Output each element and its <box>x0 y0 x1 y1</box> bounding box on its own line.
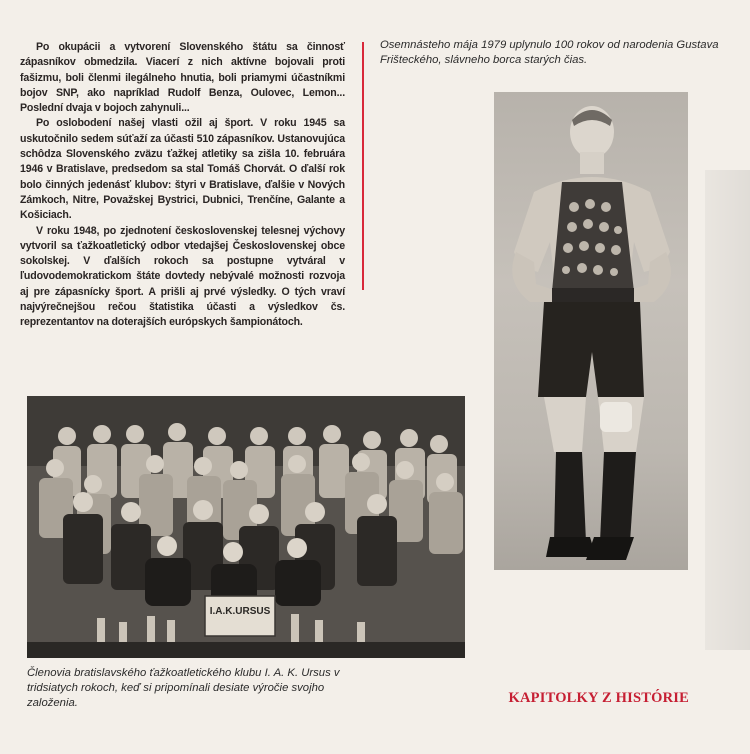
club-banner-text: I.A.K.URSUS <box>209 606 271 617</box>
wrestler-figure <box>494 92 688 570</box>
club-group-photo <box>27 396 465 658</box>
article-text <box>20 40 345 331</box>
portrait-caption: Osemnásteho mája 1979 uplynulo 100 rokov od narodenia Gustava Frišteckého, slávneho borca starých čias. <box>380 39 719 66</box>
group-photo-caption: Členovia bratislavského ťažkoatletického klubu I. A. K. Ursus v tridsiatych rokoch, keď si pripomínali desiate výročie svojho založenia. <box>27 667 340 709</box>
page-shadow <box>705 170 750 650</box>
section-title: KAPITOLKY Z HISTÓRIE <box>508 690 689 706</box>
club-members-figures <box>27 396 465 658</box>
wrestler-portrait-photo <box>494 92 688 570</box>
article-paragraph: Po oslobodení našej vlasti ožil aj šport. V roku 1945 sa uskutočnilo sedem súťaží za účasti 510 zápasníkov. Ustanovujúca schôdza Slovenského zväzu ťažkej atletiky sa zišla 10. februára 1946 v Bratislave, predsedom sa stal Tomáš Chorvát. O ďalší rok bolo činných jedenásť klubov: štyri v Bratislave, ďalšie v Nových Zámkoch, Nitre, Považskej Bystrici, Dubnici, Trenčíne, Galante a Košiciach. <box>20 117 345 222</box>
red-divider-line <box>362 42 364 290</box>
article-paragraph: V roku 1948, po zjednotení československej telesnej výchovy vytvoril sa ťažkoatletický odbor vtedajšej Československej obce sokolskej. V ďalších rokoch sa postupne vytváral v ľudovodemokratickom štáte dovtedy nebývalé možnosti rozvoja aj pre zápasnícky šport. A prišli aj prvé výsledky. O tých vraví najvýrečnejšou rečou štatistika účasti a výsledkov čs. reprezentantov na doterajších európskych šampionátoch. <box>20 224 345 329</box>
article-paragraph: Po okupácii a vytvorení Slovenského štátu sa činnosť zápasníkov obmedzila. Viacerí z nich aktívne bojovali proti fašizmu, boli členmi ilegálneho hnutia, boli priamymi účastníkmi bojov SNP, ako napríklad Rudolf Benza, Oulovec, Lemon... Poslední dvaja v bojoch zahynuli... <box>20 41 345 115</box>
